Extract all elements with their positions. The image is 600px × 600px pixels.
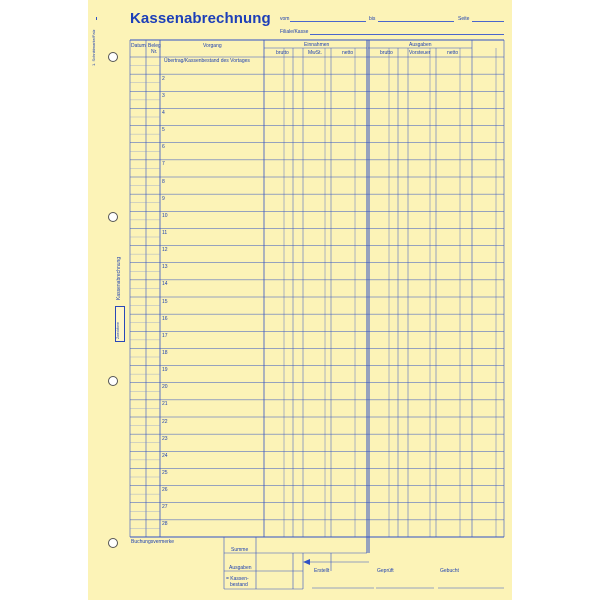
row-number: 17 [162, 332, 168, 339]
row-number: 18 [162, 349, 168, 356]
row-number: 15 [162, 298, 168, 305]
bis-label: bis [369, 16, 376, 22]
row-number: 12 [162, 247, 168, 254]
row-number: 3 [162, 92, 165, 99]
row-number: 24 [162, 452, 168, 459]
row-number: 28 [162, 521, 168, 528]
row-number: 25 [162, 469, 168, 476]
kassenbestand-label-2: bestand [230, 582, 248, 588]
col-datum: Datum [131, 43, 146, 49]
col-einnahmen-netto: netto [342, 50, 354, 56]
kassenbestand-label-1: = Kassen- [226, 576, 249, 582]
row-number: 6 [162, 144, 165, 151]
row-number: 7 [162, 161, 165, 168]
col-ausgaben-brutto: brutto [380, 50, 393, 56]
row-number: 21 [162, 401, 168, 408]
vom-label: vom [280, 16, 290, 22]
row-number: 23 [162, 435, 168, 442]
erstellt-label: Erstellt [314, 568, 330, 574]
row-number: 2 [162, 75, 165, 82]
row-number: 5 [162, 127, 165, 134]
col-beleg: Beleg [148, 43, 161, 49]
col-einnahmen-brutto: brutto [276, 50, 289, 56]
row-number: 8 [162, 178, 165, 185]
schnittmarke-label: 1. Schnittmarke/Falz [91, 29, 96, 66]
row-number: 27 [162, 504, 168, 511]
carryover-label: Übertrag/Kassenbestand des Vortages [164, 58, 250, 64]
col-ausgaben-vorsteuer: Vorsteuer [409, 50, 431, 56]
row-number: 19 [162, 367, 168, 374]
row-number: 26 [162, 487, 168, 494]
col-vorgang: Vorgang [203, 43, 222, 49]
buchungsvermerke-label: Buchungsvermerke [131, 539, 175, 545]
margin-form-name: Kassenabrechnung [116, 256, 122, 300]
row-number: 20 [162, 384, 168, 391]
ledger-grid [88, 0, 512, 600]
row-number: 11 [162, 229, 168, 236]
col-ausgaben: Ausgaben [409, 42, 432, 48]
row-number: 22 [162, 418, 168, 425]
summe-label: Summe [231, 547, 249, 553]
row-number: 9 [162, 195, 165, 202]
row-number: 13 [162, 264, 168, 271]
form-sheet [88, 0, 512, 600]
col-ausgaben-netto: netto [447, 50, 459, 56]
row-number: 10 [162, 212, 168, 219]
seite-label: Seite [458, 16, 470, 22]
row-number: 14 [162, 281, 168, 288]
col-einnahmen-mwst: MwSt. [308, 50, 322, 56]
filiale-label: Filiale/Kasse [280, 29, 309, 35]
arrow-head [303, 559, 310, 565]
row-number: 4 [162, 109, 165, 116]
geprueft-label: Geprüft [377, 568, 394, 574]
form-title: Kassenabrechnung [130, 10, 271, 27]
row-number: 16 [162, 315, 168, 322]
col-nr: Nr. [151, 49, 158, 55]
ausgaben-label: Ausgaben [229, 565, 252, 571]
brand-text: Zweckform [116, 321, 120, 339]
gebucht-label: Gebucht [440, 568, 459, 574]
col-einnahmen: Einnahmen [304, 42, 330, 48]
